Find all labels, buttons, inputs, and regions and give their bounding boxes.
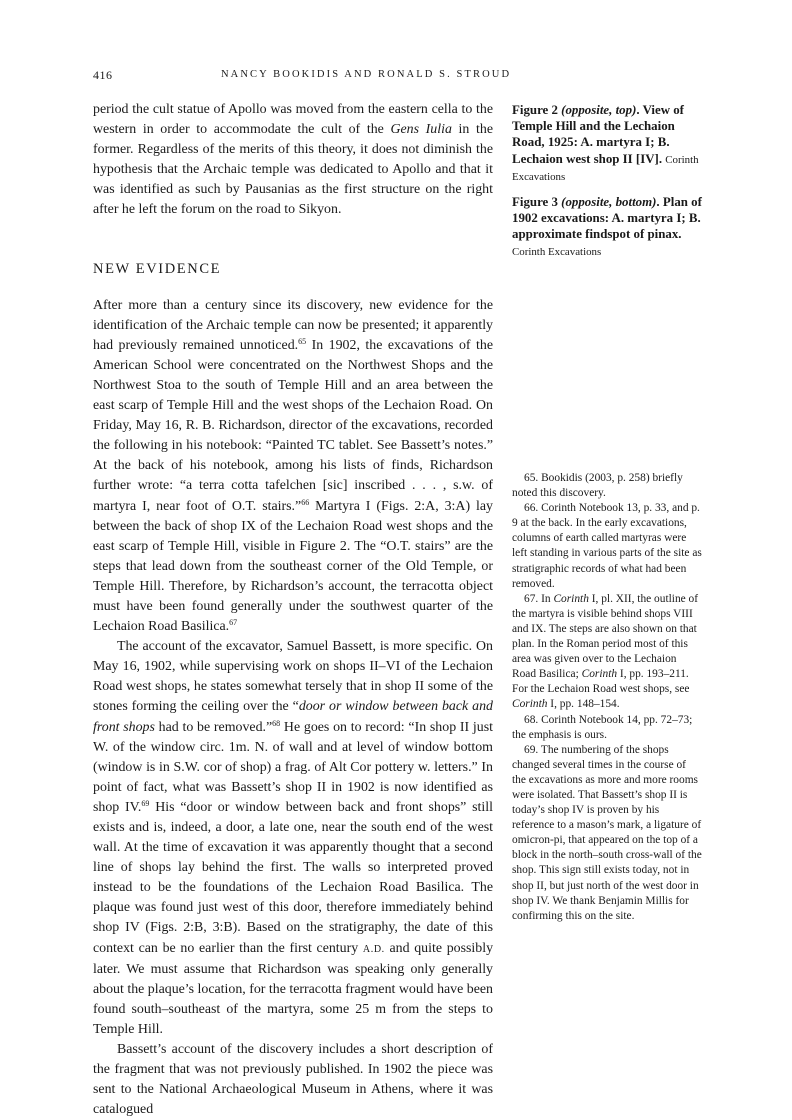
footnote-ref-67[interactable]: 67 (229, 618, 238, 628)
footnote-ref-68[interactable]: 68 (272, 718, 281, 728)
body-paragraph: Bassett’s account of the discovery includes a short description of the fragment that was not previously published. In 1902 the piece was sent to the National Archaeological Museum in Athens, where it was catalogued (93, 1042, 493, 1118)
footnotes (512, 471, 702, 924)
footnote-66: 66. Corinth Notebook 13, p. 33, and p. 9 at the back. In the early excavations, columns of earth called martyras were left standing in various parts of the site as stratigraphic records of what had been removed. (512, 502, 702, 590)
footnote-69: 69. The numbering of the shops changed several times in the course of the excavations as more and more rooms were isolated. That Bassett’s shop II is today’s shop IV is proven by his reference to a mason’s mark, a ligature of omicron-pi, that appeared on the top of a block in the north–south cross-wall of the shop. This sign still exists today, not in shop II, but just north of the west door in shop IV. We thank Benjamin Millis for confirming this on the site. (512, 743, 702, 922)
body-paragraph: The account of the excavator, Samuel Bassett, is more specific. On May 16, 1902, while supervising work on shops II–VI of the Lechaion Road west shops, he states somewhat tersely that in shop II some of the stones forming the ceiling over the “door or window between back and front shops had to be removed.”$^{68}$ He goes on to record: “In shop II just W. of the window circ. 1m. N. of wall and at level of window bottom (window is in S.W. cor of shop) a frag. of Alt Cor pottery w. letters.” In point of fact, what was Bassett’s shop II in 1902 is now identified as shop IV.$^{69}$ His “door or window between back and front shops” still exists and is, indeed, a door, a late one, near the south end of the west wall. At the time of excavation it was apparently thought that a second line of shops lay behind the first. The walls so interpreted proved instead to be the foundations of the Lechaion Road Basilica. The plaque was found just west of this door, therefore immediately behind shop IV (Figs. 2:B, 3:B). Based on the stratigraphy, the date of this context can be no earlier than the first century A.D. and quite possibly later. We must assume that Richardson was speaking only generally about the plaque’s location, for the terracotta fragment would have been found south–southeast of the martyra, some 25 m from the steps to Temple Hill. (93, 639, 494, 1037)
body-paragraph: After more than a century since its discovery, new evidence for the identification of the Archaic temple can now be presented; it apparently had previously remained unnoticed.$^{65}$ In 1902, the excavations of the American School were concentrated on the Northwest Shops and the Northwest Stoa to the south of Temple Hill and an area between the east scarp of Temple Hill and the west shops of the Lechaion Road. On Friday, May 16, R. B. Richardson, director of the excavations, recorded the following in his notebook: “Painted TC tablet. See Bassett’s notes.” At the back of his notebook, among his lists of finds, Richardson further wrote: “a terra cotta tafelchen [sic] inscribed . . . , s.w. of martyra I, near foot of O.T. stairs.”$^{66}$ Martyra I (Figs. 2:A, 3:A) lay between the back of shop IX of the Lechaion Road west shops and the east scarp of Temple Hill, visible in Figure 2. The “O.T. stairs” are the steps that lead down from the southeast corner of the Old Temple, or Temple Hill. Therefore, by Richardson’s account, the terracotta object must have been found generally under the southwest quarter of the Lechaion Road Basilica.$^{67}$ (93, 297, 493, 635)
main-text-column (93, 100, 493, 1120)
footnote-68: 68. Corinth Notebook 14, pp. 72–73; the emphasis is ours. (512, 713, 693, 741)
body-paragraph: period the cult statue of Apollo was moved from the eastern cella to the western in order to accommodate the cult of the Gens Iulia in the former. Regardless of the merits of this theory, it does not diminish the hypothesis that the Archaic temple was dedicated to Apollo and that it was identified as such by Pausanias as the first structure on the right after he left the forum on the road to Sikyon. (93, 102, 493, 218)
footnote-ref-66[interactable]: 66 (301, 497, 310, 507)
running-title: NANCY BOOKIDIS AND RONALD S. STROUD (221, 69, 512, 80)
figure-2-caption: Figure 2 (opposite, top). View of Temple Hill and the Lechaion Road, 1925: A. martyra I; B. Lechaion west shop II [IV]. Corinth Excavations (512, 103, 699, 183)
figure-captions (512, 102, 702, 269)
footnote-65: 65. Bookidis (2003, p. 258) briefly noted this discovery. (512, 472, 683, 500)
running-header (93, 68, 512, 86)
footnote-67: 67. In Corinth I, pl. XII, the outline of the martyra is visible behind shops VIII and IX. The steps are also shown on that plan. In the Roman period most of this area was given over to the Lechaion Road Basilica; Corinth I, pp. 193–211. For the Lechaion Road west shops, see Corinth I, pp. 148–154. (512, 592, 699, 711)
figure-3-caption: Figure 3 (opposite, bottom). Plan of 1902 excavations: A. martyra I; B. approximate findspot of pinax. Corinth Excavations (512, 195, 702, 258)
footnote-ref-69[interactable]: 69 (141, 798, 150, 808)
page-number: 416 (93, 68, 113, 82)
section-heading: NEW EVIDENCE (93, 260, 222, 277)
footnote-ref-65[interactable]: 65 (298, 336, 307, 346)
